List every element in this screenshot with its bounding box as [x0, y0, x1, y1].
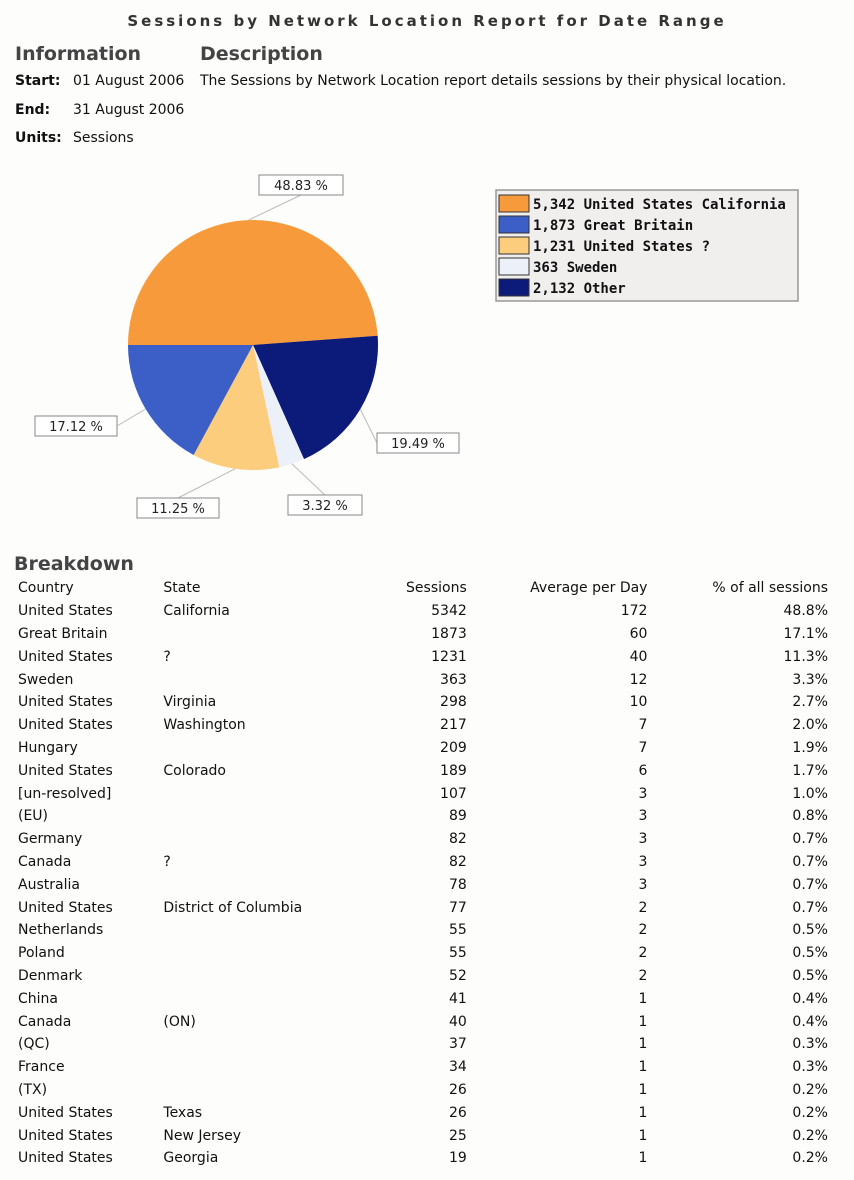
cell-percent: 0.2% [792, 1081, 828, 1098]
cell-percent: 0.2% [792, 1104, 828, 1121]
table-row [14, 896, 832, 919]
cell-average-per-day: 6 [638, 762, 648, 779]
table-row [14, 1033, 832, 1056]
callout-leader-0 [248, 195, 301, 220]
cell-state [159, 623, 360, 646]
cell-state: Virginia [163, 694, 217, 711]
table-row [14, 623, 832, 646]
cell-sessions: 107 [440, 785, 467, 802]
cell-percent: 0.4% [792, 990, 828, 1007]
cell-percent: 2.7% [792, 694, 828, 711]
cell-percent: 0.3% [792, 1036, 828, 1053]
table-row [14, 805, 832, 828]
cell-sessions: 78 [448, 876, 467, 893]
cell-percent: 1.7% [792, 762, 828, 779]
cell-country: Germany [18, 831, 83, 848]
cell-average-per-day: 3 [638, 831, 648, 848]
report-description: The Sessions by Network Location report details sessions by their physical location. [200, 73, 787, 89]
cell-percent: 48.8% [783, 603, 828, 620]
cell-state: ? [163, 853, 171, 870]
start-label: Start: [15, 73, 61, 89]
cell-sessions: 1231 [431, 648, 467, 665]
cell-average-per-day: 1 [638, 1036, 648, 1053]
cell-percent: 0.5% [792, 922, 828, 939]
cell-country: (TX) [18, 1081, 48, 1098]
cell-percent: 0.4% [792, 1013, 828, 1030]
slice-percent-label: 17.12 % [49, 420, 103, 435]
breakdown-table [14, 577, 832, 1170]
end-value: 31 August 2006 [73, 102, 185, 118]
cell-sessions: 209 [440, 739, 467, 756]
cell-state [159, 805, 360, 828]
cell-average-per-day: 10 [629, 694, 648, 711]
cell-state [159, 1056, 360, 1079]
cell-average-per-day: 1 [638, 1059, 648, 1076]
cell-percent: 0.7% [792, 876, 828, 893]
cell-average-per-day: 2 [638, 945, 648, 962]
table-row [14, 919, 832, 942]
legend-entry: 363 Sweden [533, 260, 618, 276]
table-row [14, 1010, 832, 1033]
legend-entry: 1,231 United States ? [533, 239, 711, 255]
cell-country: United States [18, 648, 113, 665]
cell-average-per-day: 3 [638, 785, 648, 802]
cell-sessions: 52 [448, 967, 467, 984]
cell-average-per-day: 1 [638, 1127, 648, 1144]
table-row [14, 965, 832, 988]
cell-country: [un-resolved] [18, 785, 112, 802]
cell-percent: 0.7% [792, 899, 828, 916]
cell-percent: 0.2% [792, 1127, 828, 1144]
cell-country: Netherlands [18, 922, 104, 939]
units-value: Sessions [73, 130, 134, 146]
cell-country: United States [18, 717, 113, 734]
table-row [14, 737, 832, 760]
cell-percent: 0.2% [792, 1150, 828, 1167]
cell-state: Washington [163, 717, 246, 734]
cell-state: (ON) [163, 1013, 196, 1030]
cell-average-per-day: 12 [629, 671, 648, 688]
units-label: Units: [15, 130, 62, 146]
cell-country: United States [18, 1104, 113, 1121]
slice-percent-label: 11.25 % [151, 502, 205, 517]
slice-percent-label: 19.49 % [391, 437, 445, 452]
cell-average-per-day: 2 [638, 922, 648, 939]
cell-country: Sweden [18, 671, 74, 688]
cell-sessions: 40 [448, 1013, 467, 1030]
table-row [14, 873, 832, 896]
cell-state [159, 828, 360, 851]
cell-sessions: 5342 [431, 603, 467, 620]
cell-country: France [18, 1059, 65, 1076]
cell-average-per-day: 1 [638, 1150, 648, 1167]
table-row [14, 942, 832, 965]
cell-average-per-day: 1 [638, 990, 648, 1007]
cell-sessions: 25 [448, 1127, 467, 1144]
table-header-row [14, 577, 832, 600]
legend-swatch [499, 237, 529, 254]
legend-swatch [499, 195, 529, 212]
cell-percent: 0.8% [792, 808, 828, 825]
cell-country: (QC) [18, 1036, 50, 1053]
cell-percent: 2.0% [792, 717, 828, 734]
table-row [14, 1101, 832, 1124]
col-header-country: Country [18, 580, 74, 597]
cell-state [159, 987, 360, 1010]
col-header-average-per-day: Average per Day [530, 580, 648, 597]
cell-sessions: 55 [448, 922, 467, 939]
cell-state: District of Columbia [163, 899, 303, 916]
cell-sessions: 37 [448, 1036, 467, 1053]
callout-leader-1 [360, 409, 377, 443]
cell-percent: 3.3% [792, 671, 828, 688]
cell-average-per-day: 7 [638, 717, 648, 734]
cell-average-per-day: 3 [638, 853, 648, 870]
table-row [14, 645, 832, 668]
cell-sessions: 298 [440, 694, 467, 711]
cell-sessions: 189 [440, 762, 467, 779]
cell-average-per-day: 2 [638, 967, 648, 984]
col-header-sessions: Sessions [406, 580, 467, 597]
legend-entry: 1,873 Great Britain [533, 218, 694, 234]
cell-sessions: 19 [448, 1150, 467, 1167]
cell-percent: 0.7% [792, 853, 828, 870]
table-row [14, 600, 832, 623]
pie-slice-0 [128, 220, 378, 345]
cell-sessions: 363 [440, 671, 467, 688]
legend-entry: 5,342 United States California [533, 197, 786, 213]
cell-average-per-day: 1 [638, 1081, 648, 1098]
cell-sessions: 1873 [431, 625, 467, 642]
table-row [14, 782, 832, 805]
table-row [14, 668, 832, 691]
table-row [14, 714, 832, 737]
cell-state: New Jersey [163, 1127, 242, 1144]
table-row [14, 851, 832, 874]
cell-percent: 0.7% [792, 831, 828, 848]
legend-swatch [499, 216, 529, 233]
cell-sessions: 34 [448, 1059, 467, 1076]
cell-state: ? [163, 648, 171, 665]
cell-state [159, 1079, 360, 1102]
cell-average-per-day: 7 [638, 739, 648, 756]
cell-country: United States [18, 1127, 113, 1144]
cell-country: United States [18, 694, 113, 711]
cell-percent: 1.0% [792, 785, 828, 802]
cell-state: Texas [163, 1104, 203, 1121]
cell-state [159, 942, 360, 965]
callout-leader-3 [178, 469, 235, 498]
legend-entry: 2,132 Other [533, 281, 626, 297]
cell-country: Canada [18, 853, 72, 870]
cell-country: (EU) [18, 808, 49, 825]
table-row [14, 759, 832, 782]
report-title: Sessions by Network Location Report for Date Range [127, 12, 727, 30]
cell-sessions: 26 [448, 1081, 467, 1098]
cell-sessions: 77 [448, 899, 467, 916]
cell-country: China [18, 990, 58, 1007]
table-body [14, 600, 832, 1170]
cell-state: Colorado [163, 762, 226, 779]
cell-country: Canada [18, 1013, 72, 1030]
cell-average-per-day: 1 [638, 1104, 648, 1121]
end-label: End: [15, 102, 51, 118]
cell-country: Denmark [18, 967, 83, 984]
table-row [14, 1079, 832, 1102]
cell-percent: 0.3% [792, 1059, 828, 1076]
callout-leader-2 [292, 464, 325, 495]
cell-state [159, 873, 360, 896]
cell-average-per-day: 172 [620, 603, 648, 620]
cell-state [159, 1033, 360, 1056]
breakdown-heading: Breakdown [14, 553, 134, 575]
cell-sessions: 55 [448, 945, 467, 962]
cell-state [159, 782, 360, 805]
col-header-percent-of-sessions: % of all sessions [712, 580, 828, 597]
cell-sessions: 41 [448, 990, 467, 1007]
cell-state [159, 668, 360, 691]
table-row [14, 1147, 832, 1170]
start-value: 01 August 2006 [73, 73, 185, 89]
cell-average-per-day: 1 [638, 1013, 648, 1030]
cell-state: California [163, 603, 230, 620]
legend-swatch [499, 279, 529, 296]
callout-leader-4 [117, 409, 146, 426]
legend-swatch [499, 258, 529, 275]
cell-percent: 0.5% [792, 945, 828, 962]
table-row [14, 1124, 832, 1147]
cell-percent: 1.9% [792, 739, 828, 756]
cell-country: United States [18, 603, 113, 620]
cell-sessions: 82 [448, 831, 467, 848]
cell-sessions: 89 [448, 808, 467, 825]
cell-percent: 0.5% [792, 967, 828, 984]
table-row [14, 1056, 832, 1079]
cell-country: United States [18, 1150, 113, 1167]
cell-country: Australia [18, 876, 80, 893]
table-row [14, 691, 832, 714]
cell-average-per-day: 40 [629, 648, 648, 665]
cell-state [159, 919, 360, 942]
cell-average-per-day: 3 [638, 876, 648, 893]
slice-percent-label: 48.83 % [274, 179, 328, 194]
cell-state: Georgia [163, 1150, 219, 1167]
cell-percent: 17.1% [783, 625, 828, 642]
cell-average-per-day: 60 [629, 625, 648, 642]
cell-country: Hungary [18, 739, 78, 756]
table-row [14, 828, 832, 851]
cell-average-per-day: 3 [638, 808, 648, 825]
cell-state [159, 737, 360, 760]
pie-chart [0, 160, 854, 530]
cell-sessions: 26 [448, 1104, 467, 1121]
cell-state [159, 965, 360, 988]
cell-country: Great Britain [18, 625, 108, 642]
slice-percent-label: 3.32 % [302, 499, 348, 514]
description-heading: Description [200, 43, 323, 65]
cell-sessions: 82 [448, 853, 467, 870]
cell-country: United States [18, 899, 113, 916]
cell-average-per-day: 2 [638, 899, 648, 916]
cell-sessions: 217 [440, 717, 467, 734]
cell-country: Poland [18, 945, 65, 962]
cell-percent: 11.3% [783, 648, 828, 665]
col-header-state: State [163, 580, 201, 597]
cell-country: United States [18, 762, 113, 779]
table-row [14, 987, 832, 1010]
information-heading: Information [15, 43, 142, 65]
